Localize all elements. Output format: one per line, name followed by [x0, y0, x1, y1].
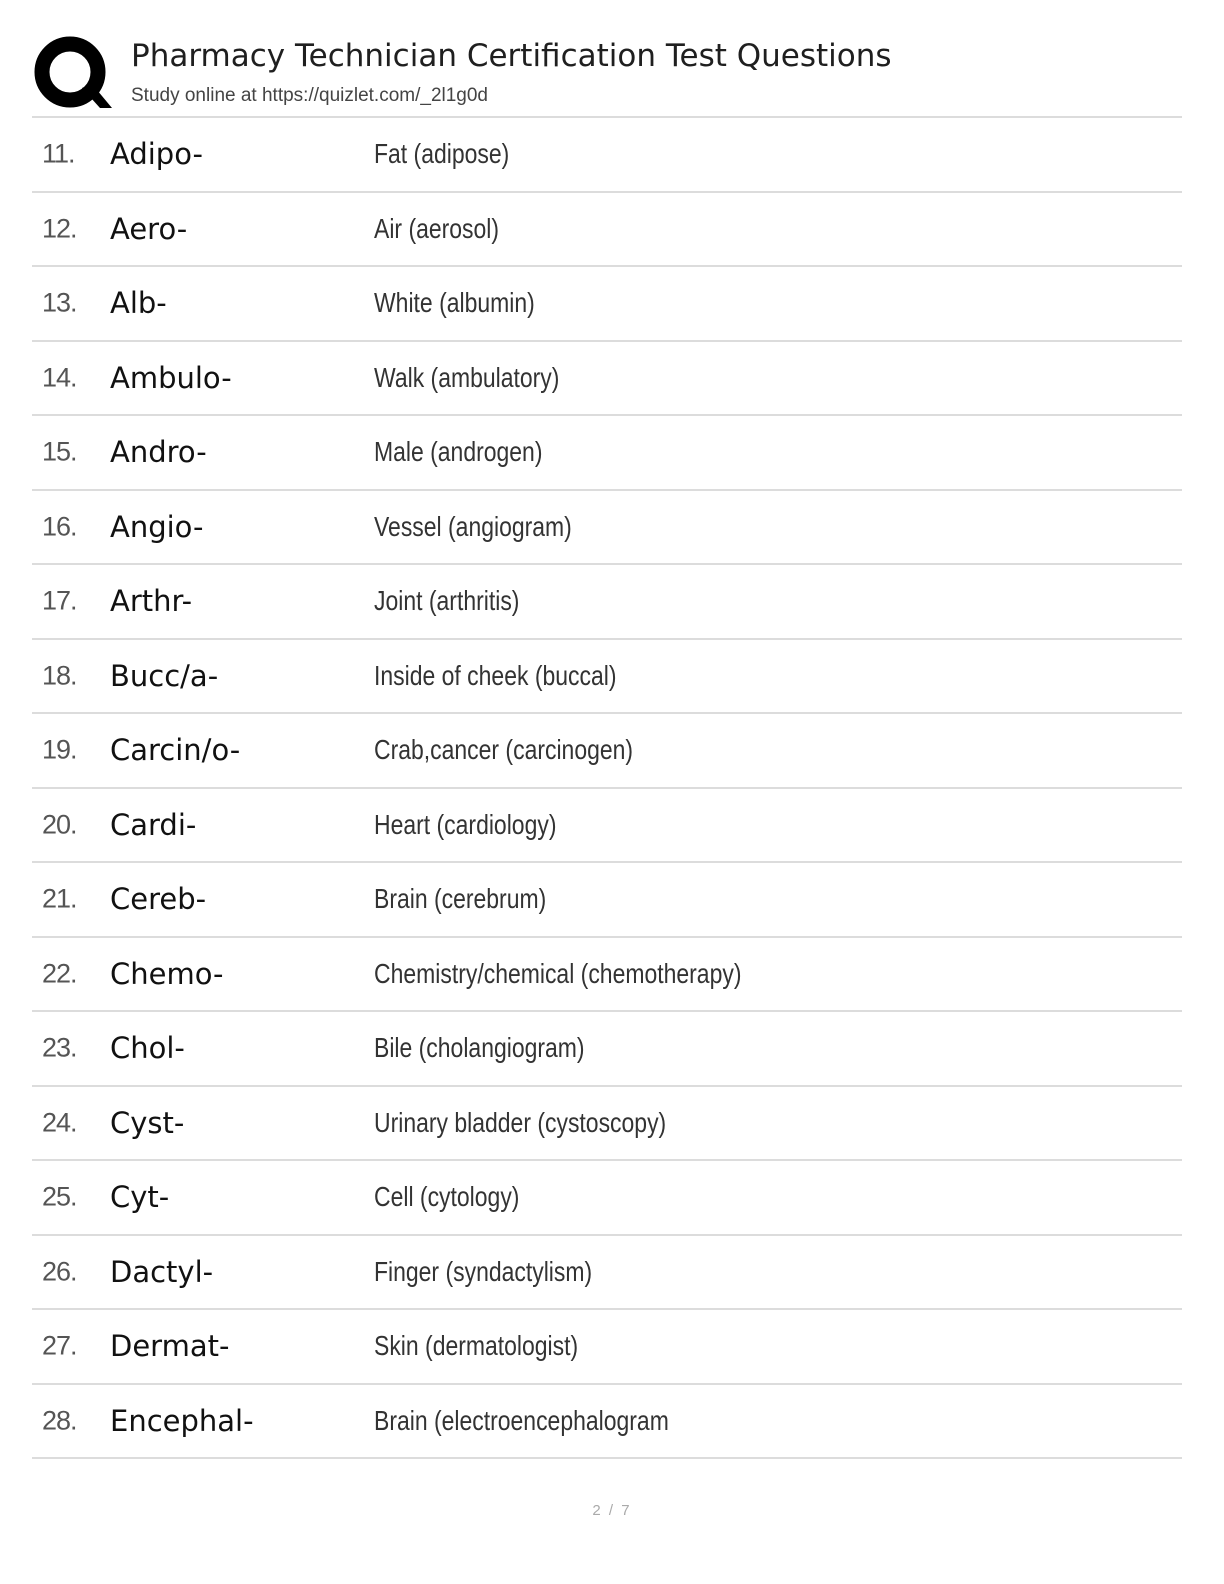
term-text: Cardi- [110, 807, 197, 842]
term-text: Adipo- [110, 137, 203, 172]
term-definition: Joint (arthritis) [374, 585, 520, 617]
term-row [32, 1161, 1182, 1236]
term-definition: Walk (ambulatory) [374, 361, 560, 393]
page-number: 2 / 7 [592, 1502, 632, 1519]
term-number: 20. [42, 809, 77, 840]
term-row [32, 193, 1182, 268]
term-definition: Bile (cholangiogram) [374, 1032, 585, 1064]
term-definition: White (albumin) [374, 287, 535, 319]
term-text: Andro- [110, 435, 207, 470]
term-number: 19. [42, 734, 77, 765]
term-row [32, 267, 1182, 342]
page-header [32, 30, 1182, 116]
term-row [32, 342, 1182, 417]
term-row [32, 640, 1182, 715]
term-number: 18. [42, 660, 77, 691]
term-number: 24. [42, 1107, 77, 1138]
term-text: Angio- [110, 509, 204, 544]
term-text: Aero- [110, 211, 188, 246]
quizlet-logo-icon [32, 34, 112, 114]
term-row [32, 1236, 1182, 1311]
term-number: 22. [42, 958, 77, 989]
term-definition: Vessel (angiogram) [374, 510, 572, 542]
term-number: 25. [42, 1181, 77, 1212]
term-definition: Fat (adipose) [374, 138, 510, 170]
term-definition: Crab,cancer (carcinogen) [374, 734, 634, 766]
term-text: Chemo- [110, 956, 224, 991]
term-definition: Brain (electroencephalogram [374, 1404, 669, 1436]
term-row [32, 491, 1182, 566]
term-row [32, 565, 1182, 640]
term-text: Cyst- [110, 1105, 185, 1140]
term-text: Ambulo- [110, 360, 232, 395]
term-text: Bucc/a- [110, 658, 219, 693]
term-text: Arthr- [110, 584, 193, 619]
term-row [32, 1012, 1182, 1087]
term-definition: Brain (cerebrum) [374, 883, 547, 915]
term-row [32, 938, 1182, 1013]
term-definition: Air (aerosol) [374, 212, 500, 244]
term-row [32, 118, 1182, 193]
term-definition: Male (androgen) [374, 436, 543, 468]
study-link[interactable]: Study online at https://quizlet.com/_2l1g0d [131, 85, 489, 106]
term-text: Alb- [110, 286, 167, 321]
term-number: 14. [42, 362, 77, 393]
term-row [32, 416, 1182, 491]
term-number: 11. [42, 138, 75, 169]
term-definition: Heart (cardiology) [374, 808, 557, 840]
term-definition: Finger (syndactylism) [374, 1255, 593, 1287]
term-text: Cereb- [110, 882, 207, 917]
term-text: Chol- [110, 1031, 185, 1066]
term-row [32, 789, 1182, 864]
term-list [32, 116, 1182, 1459]
term-text: Carcin/o- [110, 733, 241, 768]
term-row [32, 714, 1182, 789]
term-number: 28. [42, 1405, 77, 1436]
term-number: 27. [42, 1330, 77, 1361]
term-definition: Chemistry/chemical (chemotherapy) [374, 957, 742, 989]
term-text: Cyt- [110, 1180, 170, 1215]
term-number: 16. [42, 511, 77, 542]
term-definition: Skin (dermatologist) [374, 1330, 579, 1362]
term-text: Dermat- [110, 1329, 230, 1364]
term-number: 26. [42, 1256, 77, 1287]
term-number: 12. [42, 213, 77, 244]
term-row [32, 1385, 1182, 1460]
term-definition: Cell (cytology) [374, 1181, 520, 1213]
term-text: Dactyl- [110, 1254, 214, 1289]
term-row [32, 1087, 1182, 1162]
term-number: 23. [42, 1032, 77, 1063]
term-number: 15. [42, 436, 77, 467]
term-text: Encephal- [110, 1403, 254, 1438]
term-number: 13. [42, 287, 77, 318]
term-number: 17. [42, 585, 77, 616]
term-number: 21. [42, 883, 77, 914]
page-title: Pharmacy Technician Certification Test Questions [131, 38, 892, 74]
term-row [32, 1310, 1182, 1385]
term-definition: Inside of cheek (buccal) [374, 659, 617, 691]
term-definition: Urinary bladder (cystoscopy) [374, 1106, 667, 1138]
term-row [32, 863, 1182, 938]
